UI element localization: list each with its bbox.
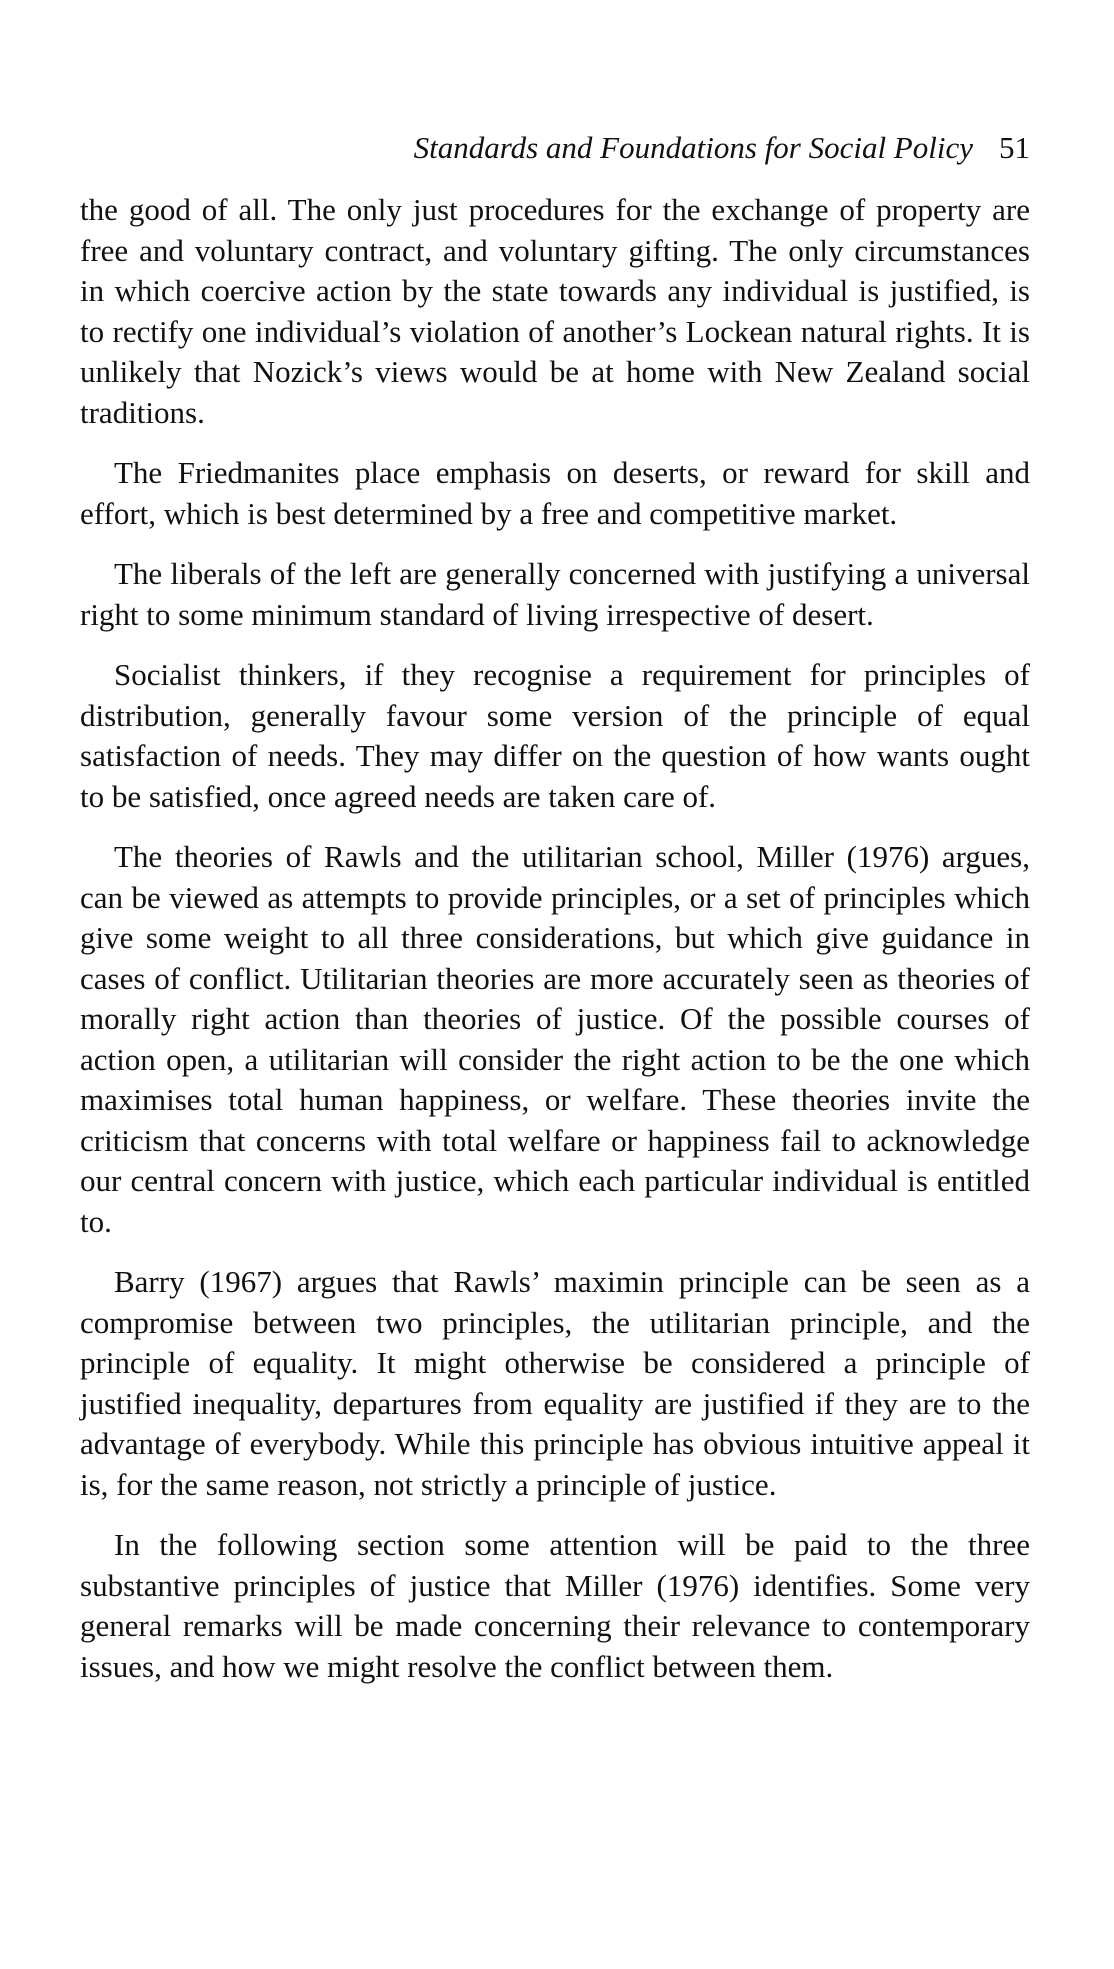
page-number: 51 [999,130,1030,165]
running-title: Standards and Foundations for Social Policy [413,130,973,165]
paragraph-liberals-left: The liberals of the left are generally concerned with justifying a universal right to some minimum standard of living irrespective of desert. [80,556,1030,632]
paragraph-friedmanites: The Friedmanites place emphasis on deserts, or reward for skill and effort, which is best determined by a free and competitive market. [80,455,1030,531]
body-text [80,190,1030,1707]
paragraph-nozick-continuation: the good of all. The only just procedures for the exchange of property are free and voluntary contract, and voluntary gifting. The only circumstances in which coercive action by the state towards any individual is justified, is to rectify one individual’s violation of another’s Lockean natural rights. It is unlikely that Nozick’s views would be at home with New Zealand social traditions. [80,192,1030,430]
paragraph-barry-maximin: Barry (1967) argues that Rawls’ maximin principle can be seen as a compromise between two principles, the utilitarian principle, and the principle of equality. It might otherwise be considered a principle of justified inequality, departures from equality are justified if they are to the advantage of everybody. While this principle has obvious intuitive appeal it is, for the same reason, not strictly a principle of justice. [80,1264,1030,1502]
paragraph-rawls-utilitarian: The theories of Rawls and the utilitarian school, Miller (1976) argues, can be viewed as attempts to provide principles, or a set of principles which give some weight to all three considerations, but which give guidance in cases of conflict. Utilitarian theories are more accurately seen as theories of morally right action than theories of justice. Of the possible courses of action open, a utilitarian will consider the right action to be the one which maximises total human happiness, or welfare. These theories invite the criticism that concerns with total welfare or happiness fail to acknowledge our central concern with justice, which each particular individual is entitled to. [80,839,1030,1239]
paragraph-socialist-thinkers: Socialist thinkers, if they recognise a requirement for principles of distribution, generally favour some version of the principle of equal satisfaction of needs. They may differ on the question of how wants ought to be satisfied, once agreed needs are taken care of. [80,657,1030,814]
paragraph-following-section: In the following section some attention will be paid to the three substantive principles of justice that Miller (1976) identifies. Some very general remarks will be made concerning their relevance to contemporary issues, and how we might resolve the conflict between them. [80,1527,1030,1684]
running-head [80,128,1030,168]
